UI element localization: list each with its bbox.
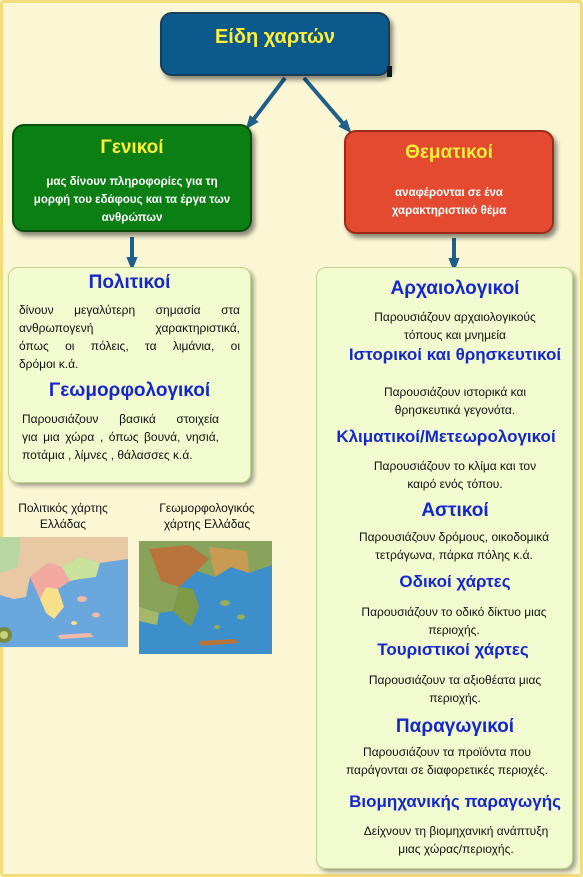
type-title-road-maps: Οδικοί χάρτες	[399, 572, 511, 591]
type-desc-tourist-maps	[342, 671, 568, 707]
general-description	[14, 173, 250, 227]
desc-line: τόπους και μνημεία	[404, 328, 506, 342]
type-title-climatic: Κλιματικοί/Μετεωρολογικοί	[336, 427, 556, 446]
desc-line: καιρό ενός τόπου.	[407, 477, 503, 491]
desc-line: ποτάμια , λίμνες , θάλασσες κ.ά.	[22, 448, 193, 462]
type-desc-political	[19, 301, 240, 373]
thematic-desc-line: αναφέρονται σε ένα	[395, 187, 503, 199]
type-title-political: Πολιτικοί	[88, 272, 171, 293]
geomorphological-map-image	[139, 541, 272, 654]
desc-line: Παρουσιάζουν το κλίμα και τον	[373, 459, 537, 473]
type-title-industrial: Βιομηχανικής παραγωγής	[349, 792, 561, 811]
arrow-to-thematic	[304, 78, 347, 128]
desc-line: δίνουν μεγαλύτερη σημασία στα	[19, 303, 240, 317]
caption-line: Ελλάδας	[39, 517, 87, 531]
desc-line: Παρουσιάζουν αρχαιολογικούς	[374, 310, 536, 324]
type-title-urban: Αστικοί	[421, 500, 489, 521]
desc-line: Παρουσιάζουν τα αξιοθέατα μιας	[368, 673, 542, 687]
desc-line: περιοχής.	[429, 691, 481, 705]
desc-line: περιοχής.	[428, 623, 480, 637]
thematic-desc-line: χαρακτηριστικό θέμα	[391, 205, 507, 217]
type-title-historical-religious: Ιστορικοί και θρησκευτικοί	[348, 345, 562, 364]
desc-line: Παρουσιάζουν τα προϊόντα που	[363, 745, 531, 759]
type-desc-urban	[336, 528, 572, 564]
thematic-title: Θεματικοί	[405, 142, 493, 163]
desc-line: δρόμοι κ.ά.	[19, 357, 79, 371]
desc-line: Παρουσιάζουν το οδικό δίκτυο μιας	[361, 605, 547, 619]
type-desc-climatic	[342, 457, 568, 493]
general-title: Γενικοί	[100, 137, 164, 158]
general-node	[12, 124, 252, 232]
type-desc-archaeological	[342, 308, 568, 344]
root-title: Είδη χαρτών	[214, 26, 336, 48]
general-desc-line: ανθρώπων	[101, 212, 163, 224]
desc-line: τετράγωνα, πάρκα πόλης κ.ά.	[375, 548, 533, 562]
desc-line: όπως οι πόλεις, τα λιμάνια, οι	[19, 339, 240, 353]
caption-geomorphological-map	[134, 500, 280, 532]
type-desc-geomorphological	[22, 410, 219, 464]
caption-political-map	[0, 500, 126, 532]
root-node	[160, 12, 390, 76]
type-title-tourist-maps: Τουριστικοί χάρτες	[377, 640, 529, 659]
general-desc-line: μας δίνουν πληροφορίες για τη	[46, 176, 218, 188]
type-desc-production	[324, 743, 570, 779]
root-corner-mark	[387, 66, 392, 77]
desc-line: μιας χώρας/περιοχής.	[398, 842, 514, 856]
desc-line: Παρουσιάζουν δρόμους, οικοδομικά	[358, 530, 550, 544]
caption-line: Γεωμορφολογικός	[159, 501, 255, 515]
type-title-production: Παραγωγικοί	[395, 716, 515, 737]
desc-line: θρησκευτικά γεγονότα.	[394, 403, 516, 417]
thematic-node	[344, 130, 554, 234]
type-desc-historical-religious	[342, 383, 568, 419]
type-desc-industrial	[338, 822, 574, 858]
political-map-image	[0, 537, 128, 647]
desc-line: Δείχνουν τη βιομηχανική ανάπτυξη	[363, 824, 549, 838]
desc-line: παράγονται σε διαφορετικές περιοχές.	[345, 763, 549, 777]
caption-line: Πολιτικός χάρτης	[18, 501, 108, 515]
desc-line: Παρουσιάζουν βασικά στοιχεία	[22, 412, 219, 426]
arrow-to-general	[250, 78, 285, 124]
type-desc-road-maps	[340, 603, 568, 639]
type-title-geomorphological: Γεωμορφολογικοί	[48, 380, 211, 401]
thematic-description	[346, 184, 552, 220]
type-title-archaeological: Αρχαιολογικοί	[390, 278, 520, 299]
desc-line: ανθρωπογενή χαρακτηριστικά,	[19, 321, 240, 335]
desc-line: Παρουσιάζουν ιστορικά και	[383, 385, 527, 399]
caption-line: χάρτης Ελλάδας	[163, 517, 251, 531]
general-desc-line: μορφή του εδάφους και τα έργα των	[33, 194, 231, 206]
desc-line: για μια χώρα , όπως βουνά, νησιά,	[22, 430, 219, 444]
